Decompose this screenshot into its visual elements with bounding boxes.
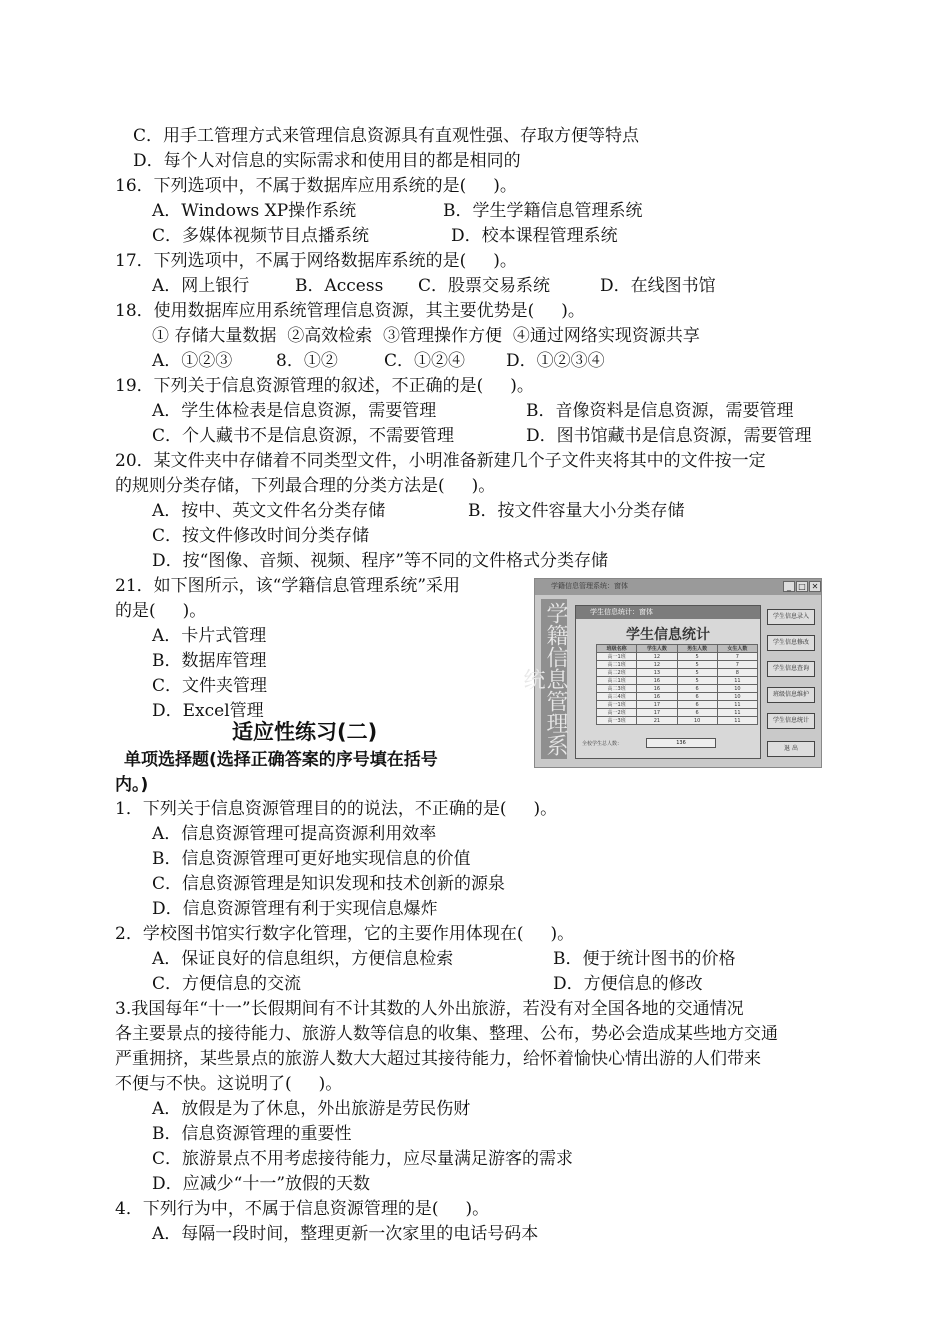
table-header: 班级名称 [597,645,637,653]
table-cell: 6 [677,701,717,709]
q1-option-a: A．信息资源管理可提高资源利用效率 [152,824,437,844]
q20-option-a: A．按中、英文文件名分类存储 [152,501,386,521]
q3-option-b: B．信息资源管理的重要性 [152,1124,352,1144]
figure-total-label: 全校学生总人数： [582,741,623,747]
table-header: 女生人数 [717,645,757,653]
figure-side-label: 学籍信息管理系统 [541,599,567,759]
q20-option-d: D．按“图像、音频、视频、程序”等不同的文件格式分类存储 [152,551,609,571]
q2-option-d: D．方便信息的修改 [553,974,703,994]
question-20-line-1: 20．某文件夹中存储着不同类型文件，小明准备新建几个子文件夹将其中的文件按一定 [115,451,766,471]
table-cell: 高三4班 [597,693,637,701]
table-header: 男生人数 [677,645,717,653]
figure-titlebar [535,579,821,595]
q21-option-d: D．Excel管理 [152,701,264,721]
table-header: 学生人数 [637,645,677,653]
table-cell: 6 [677,709,717,717]
q2-option-c: C．方便信息的交流 [152,974,302,994]
figure-stats-table [596,644,758,725]
figure-heading: 学生信息统计 [626,627,710,643]
table-cell: 21 [637,717,677,725]
table-cell: 5 [677,661,717,669]
table-cell: 8 [717,669,757,677]
q19-option-b: B．音像资料是信息资源，需要管理 [526,401,794,421]
q17-option-d: D．在线图书馆 [600,276,716,296]
table-cell: 11 [717,717,757,725]
table-cell: 12 [637,661,677,669]
question-4: 4．下列行为中，不属于信息资源管理的是( )。 [115,1199,490,1219]
q18-option-a: A．①②③ [152,351,233,371]
table-cell: 17 [637,709,677,717]
q16-option-b: B．学生学籍信息管理系统 [443,201,643,221]
q3-option-c: C．旅游景点不用考虑接待能力，应尽量满足游客的需求 [152,1149,574,1169]
q17-option-b: B．Access [295,276,384,296]
figure-inner-title: 学生信息统计：窗体 [590,608,653,616]
question-1: 1．下列关于信息资源管理目的的说法，不正确的是( )。 [115,799,558,819]
q16-option-a: A．Windows XP操作系统 [152,201,357,221]
question-3-line-3: 严重拥挤，某些景点的旅游人数大大超过其接待能力，给怀着愉快心情出游的人们带来 [115,1049,761,1069]
q21-option-c: C．文件夹管理 [152,676,268,696]
table-cell: 10 [677,717,717,725]
table-cell: 高二1班 [597,661,637,669]
table-cell: 11 [717,709,757,717]
figure-button-class: 班级信息维护 [767,687,815,703]
figure-button-exit: 退 出 [767,741,815,757]
question-19: 19．下列关于信息资源管理的叙述，不正确的是( )。 [115,376,534,396]
q16-option-c: C．多媒体视频节目点播系统 [152,226,370,246]
table-cell: 高三1班 [597,677,637,685]
table-cell: 5 [677,653,717,661]
table-row [597,709,758,717]
table-cell: 11 [717,701,757,709]
question-3-line-2: 各主要景点的接待能力、旅游人数等信息的收集、整理、公布，势必会造成某些地方交通 [115,1024,778,1044]
question-3-line-4: 不便与不快。这说明了( )。 [115,1074,343,1094]
q2-option-b: B．便于统计图书的价格 [553,949,736,969]
table-cell: 5 [677,669,717,677]
figure-button-query: 学生信息查询 [767,661,815,677]
figure-total-value: 136 [646,738,716,748]
figure-button-edit: 学生信息修改 [767,635,815,651]
q3-option-a: A．放假是为了休息，外出旅游是劳民伤财 [152,1099,471,1119]
question-20-line-2: 的规则分类存储，下列最合理的分类方法是( )。 [115,476,496,496]
figure-window-title: 学籍信息管理系统：窗体 [551,582,628,590]
table-cell: 7 [717,661,757,669]
table-cell: 16 [637,693,677,701]
q19-option-a: A．学生体检表是信息资源，需要管理 [152,401,437,421]
question-17: 17．下列选项中，不属于网络数据库系统的是( )。 [115,251,517,271]
table-cell: 高二2班 [597,669,637,677]
table-row [597,717,758,725]
q18-items: ① 存储大量数据 ②高效检索 ③管理操作方便 ④通过网络实现资源共享 [152,326,700,346]
q18-option-c: C．①②④ [384,351,466,371]
table-cell: 高一3班 [597,717,637,725]
table-cell: 高二3班 [597,685,637,693]
table-row [597,669,758,677]
table-cell: 12 [637,653,677,661]
system-screenshot-figure [520,578,822,768]
section-title: 适应性练习(二) [232,720,378,744]
table-cell: 10 [717,685,757,693]
table-cell: 17 [637,701,677,709]
q2-option-a: A．保证良好的信息组织，方便信息检索 [152,949,454,969]
table-cell: 7 [717,653,757,661]
figure-inner-window [575,605,761,759]
q17-option-c: C．股票交易系统 [418,276,551,296]
q15-option-c: C．用手工管理方式来管理信息资源具有直观性强、存取方便等特点 [133,126,640,146]
q19-option-d: D．图书馆藏书是信息资源，需要管理 [526,426,812,446]
question-2: 2．学校图书馆实行数字化管理，它的主要作用体现在( )。 [115,924,575,944]
table-cell: 13 [637,669,677,677]
table-cell: 5 [677,677,717,685]
table-row [597,677,758,685]
q3-option-d: D．应减少“十一”放假的天数 [152,1174,371,1194]
table-cell: 16 [637,685,677,693]
close-icon: ✕ [809,581,821,592]
table-cell: 16 [637,677,677,685]
q16-option-d: D．校本课程管理系统 [451,226,618,246]
figure-button-entry: 学生信息录入 [767,609,815,625]
q20-option-c: C．按文件修改时间分类存储 [152,526,370,546]
table-row [597,685,758,693]
question-16: 16．下列选项中，不属于数据库应用系统的是( )。 [115,176,517,196]
table-row [597,693,758,701]
question-18: 18．使用数据库应用系统管理信息资源，其主要优势是( )。 [115,301,585,321]
q15-option-d: D．每个人对信息的实际需求和使用目的都是相同的 [133,151,521,171]
q1-option-b: B．信息资源管理可更好地实现信息的价值 [152,849,471,869]
table-row [597,701,758,709]
table-cell: 高一2班 [597,709,637,717]
question-21-line-1: 21．如下图所示，该“学籍信息管理系统”采用 [115,576,461,596]
table-row [597,661,758,669]
section-instruction-line-2: 内。) [115,775,149,795]
q21-option-b: B．数据库管理 [152,651,267,671]
table-cell: 10 [717,693,757,701]
q1-option-d: D．信息资源管理有利于实现信息爆炸 [152,899,438,919]
table-cell: 高一1班 [597,653,637,661]
q18-option-b: 8．①② [276,351,338,371]
q1-option-c: C．信息资源管理是知识发现和技术创新的源泉 [152,874,506,894]
q21-option-a: A．卡片式管理 [152,626,267,646]
maximize-icon: □ [796,581,808,592]
section-instruction-line-1: 单项选择题(选择正确答案的序号填在括号 [124,750,438,770]
figure-inner-titlebar [576,606,760,619]
table-cell: 11 [717,677,757,685]
figure-button-stats: 学生信息统计 [767,713,815,729]
minimize-icon: _ [783,581,795,592]
q19-option-c: C．个人藏书不是信息资源，不需要管理 [152,426,455,446]
table-cell: 高一1班 [597,701,637,709]
question-21-line-2: 的是( )。 [115,601,207,621]
table-cell: 6 [677,693,717,701]
question-3-line-1: 3.我国每年“十一”长假期间有不计其数的人外出旅游，若没有对全国各地的交通情况 [115,999,744,1019]
q17-option-a: A．网上银行 [152,276,250,296]
q18-option-d: D．①②③④ [506,351,605,371]
table-cell: 6 [677,685,717,693]
table-row [597,653,758,661]
q20-option-b: B．按文件容量大小分类存储 [468,501,685,521]
q4-option-a: A．每隔一段时间，整理更新一次家里的电话号码本 [152,1224,539,1244]
